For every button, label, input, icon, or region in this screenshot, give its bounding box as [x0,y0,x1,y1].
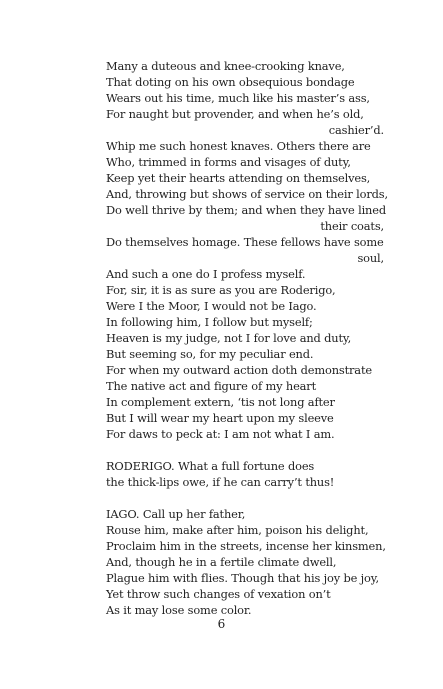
text-line: RODERIGO. What a full fortune does [106,459,315,473]
play-text [106,58,388,618]
text-line: For naught but provender, and when he’s old, [106,107,364,121]
text-line: And, throwing but shows of service on their lords, [106,187,388,201]
text-line: cashier’d. [328,123,384,137]
text-line: That doting on his own obsequious bondage [106,75,355,89]
text-line: Do well thrive by them; and when they have lined [106,203,386,217]
page-number: 6 [217,617,226,631]
text-line: IAGO. Call up her father, [106,507,246,521]
text-line: Whip me such honest knaves. Others there are [106,139,371,153]
text-line: soul, [357,251,384,265]
text-line: Proclaim him in the streets, incense her kinsmen, [106,539,386,553]
text-line: Yet throw such changes of vexation on’t [106,587,331,601]
text-line: In following him, I follow but myself; [106,315,313,329]
blank-line [106,490,384,506]
text-line: For, sir, it is as sure as you are Roderigo, [106,283,336,297]
text-line: And, though he in a fertile climate dwell, [106,555,337,569]
text-line: For daws to peck at: I am not what I am. [106,427,335,441]
text-line: Rouse him, make after him, poison his delight, [106,523,369,537]
text-line: their coats, [320,219,384,233]
text-line: the thick-lips owe, if he can carry’t thus! [106,475,335,489]
text-line: In complement extern, ‘tis not long after [106,395,335,409]
text-line: Wears out his time, much like his master’s ass, [106,91,370,105]
text-line: And such a one do I profess myself. [106,267,306,281]
text-line: As it may lose some color. [106,603,252,617]
blank-line [106,442,384,458]
text-line: But seeming so, for my peculiar end. [106,347,314,361]
text-line: Were I the Moor, I would not be Iago. [106,299,317,313]
text-line: But I will wear my heart upon my sleeve [106,411,334,425]
text-line: Heaven is my judge, not I for love and duty, [106,331,352,345]
text-line: Keep yet their hearts attending on themselves, [106,171,371,185]
text-line: Plague him with flies. Though that his joy be joy, [106,571,379,585]
text-line: Who, trimmed in forms and visages of duty, [106,155,351,169]
text-line: For when my outward action doth demonstrate [106,363,372,377]
text-line: Many a duteous and knee-crooking knave, [106,59,345,73]
text-line: Do themselves homage. These fellows have some [106,235,384,249]
text-line: The native act and figure of my heart [106,379,317,393]
